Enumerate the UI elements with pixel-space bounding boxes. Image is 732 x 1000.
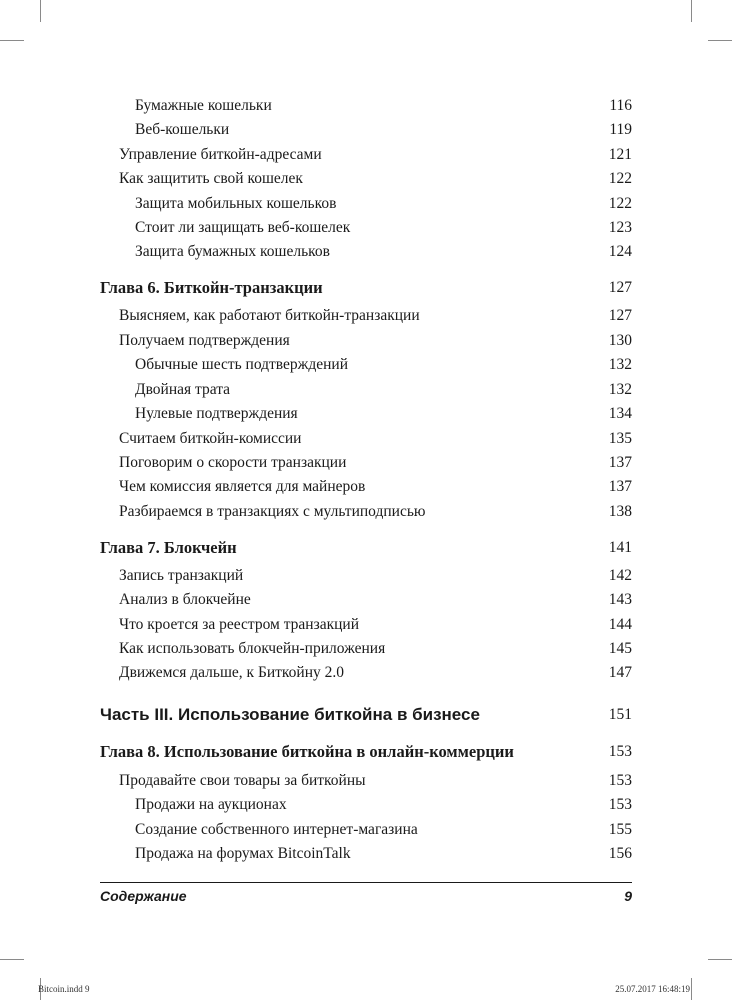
- running-footer-title: Содержание: [100, 888, 187, 904]
- toc-entry-page: 127: [608, 279, 632, 296]
- toc-entry-title: Продажа на форумах BitcoinTalk: [135, 845, 351, 862]
- toc-entry-title: Защита мобильных кошельков: [135, 195, 337, 212]
- toc-entry: [0, 331, 732, 351]
- toc-entry-title: Запись транзакций: [119, 567, 244, 584]
- crop-mark: [691, 978, 692, 1000]
- toc-entry-page: 135: [608, 430, 632, 447]
- toc-entry: [0, 502, 732, 522]
- toc-chapter-entry: [0, 538, 732, 558]
- toc-entry-page: 123: [608, 219, 632, 236]
- toc-entry-page: 138: [608, 503, 632, 520]
- toc-entry: [0, 615, 732, 635]
- toc-entry-page: 127: [608, 307, 632, 324]
- crop-mark: [0, 40, 24, 41]
- toc-entry-title: Чем комиссия является для майнеров: [119, 478, 366, 495]
- toc-entry-title: Управление биткойн-адресами: [119, 146, 322, 163]
- toc-entry: [0, 96, 732, 116]
- toc-entry-title: Глава 7. Блокчейн: [100, 538, 237, 557]
- toc-entry: [0, 242, 732, 262]
- toc-entry-page: 132: [608, 381, 632, 398]
- toc-entry-title: Считаем биткойн-комиссии: [119, 430, 302, 447]
- toc-entry-title: Веб-кошельки: [135, 121, 230, 138]
- toc-entry-page: 141: [608, 539, 632, 556]
- toc-entry-title: Создание собственного интернет-магазина: [135, 821, 418, 838]
- toc-entry-page: 122: [608, 170, 632, 187]
- toc-entry: [0, 795, 732, 815]
- toc-entry-page: 121: [608, 146, 632, 163]
- toc-entry-page: 124: [608, 243, 632, 260]
- toc-entry: [0, 169, 732, 189]
- toc-entry-title: Продавайте свои товары за биткойны: [119, 772, 366, 789]
- toc-entry-title: Защита бумажных кошельков: [135, 243, 330, 260]
- toc-entry: [0, 566, 732, 586]
- toc-entry-title: Разбираемся в транзакциях с мультиподписью: [119, 503, 426, 520]
- toc-entry: [0, 380, 732, 400]
- toc-entry: [0, 306, 732, 326]
- crop-mark: [691, 0, 692, 22]
- toc-entry-page: 153: [608, 796, 632, 813]
- toc-entry-title: Нулевые подтверждения: [135, 405, 298, 422]
- toc-entry-page: 137: [608, 478, 632, 495]
- toc-entry-page: 137: [608, 454, 632, 471]
- toc-entry-title: Анализ в блокчейне: [119, 591, 251, 608]
- toc-entry-page: 119: [609, 121, 632, 138]
- toc-entry: [0, 429, 732, 449]
- toc-entry-page: 145: [608, 640, 632, 657]
- crop-mark: [708, 959, 732, 960]
- toc-entry-title: Поговорим о скорости транзакции: [119, 454, 347, 471]
- toc-part-entry: [0, 705, 732, 725]
- toc-entry: [0, 820, 732, 840]
- toc-entry-title: Стоит ли защищать веб-кошелек: [135, 219, 351, 236]
- toc-entry: [0, 844, 732, 864]
- toc-entry-title: Часть III. Использование биткойна в бизнесе: [100, 705, 480, 724]
- toc-entry-page: 153: [608, 743, 632, 760]
- toc-entry: [0, 404, 732, 424]
- toc-entry: [0, 194, 732, 214]
- toc-entry-title: Выясняем, как работают биткойн-транзакции: [119, 307, 420, 324]
- toc-entry: [0, 120, 732, 140]
- toc-entry: [0, 218, 732, 238]
- toc-entry-page: 153: [608, 772, 632, 789]
- toc-entry-title: Бумажные кошельки: [135, 97, 272, 114]
- toc-entry-page: 130: [608, 332, 632, 349]
- toc-entry-title: Получаем подтверждения: [119, 332, 290, 349]
- toc-entry: [0, 771, 732, 791]
- crop-mark: [0, 959, 24, 960]
- toc-entry: [0, 663, 732, 683]
- toc-entry: [0, 453, 732, 473]
- toc-entry: [0, 145, 732, 165]
- toc-entry-page: 147: [608, 664, 632, 681]
- toc-chapter-entry: [0, 278, 732, 298]
- print-slug-file: Bitcoin.indd 9: [38, 984, 90, 994]
- toc-entry-title: Глава 8. Использование биткойна в онлайн-коммерции: [100, 742, 514, 761]
- toc-entry-title: Продажи на аукционах: [135, 796, 287, 813]
- toc-entry-page: 132: [608, 356, 632, 373]
- toc-entry-page: 116: [609, 97, 632, 114]
- toc-entry-title: Движемся дальше, к Биткойну 2.0: [119, 664, 344, 681]
- toc-entry-page: 122: [608, 195, 632, 212]
- toc-entry-title: Двойная трата: [135, 381, 231, 398]
- toc-entry-page: 155: [608, 821, 632, 838]
- toc-chapter-entry: [0, 742, 732, 762]
- toc-entry-page: 144: [608, 616, 632, 633]
- toc-entry: [0, 355, 732, 375]
- toc-entry-title: Как защитить свой кошелек: [119, 170, 303, 187]
- crop-mark: [708, 40, 732, 41]
- toc-entry-page: 142: [608, 567, 632, 584]
- toc-entry: [0, 639, 732, 659]
- toc-entry-page: 143: [608, 591, 632, 608]
- toc-entry-title: Глава 6. Биткойн-транзакции: [100, 278, 323, 297]
- toc-entry-page: 156: [608, 845, 632, 862]
- toc-entry-page: 151: [608, 706, 632, 723]
- crop-mark: [40, 0, 41, 22]
- toc-entry-title: Как использовать блокчейн-приложения: [119, 640, 386, 657]
- toc-entry-title: Что кроется за реестром транзакций: [119, 616, 360, 633]
- footer-rule: [100, 882, 632, 883]
- page-number: 9: [624, 888, 632, 904]
- toc-entry-title: Обычные шесть подтверждений: [135, 356, 349, 373]
- print-slug-timestamp: 25.07.2017 16:48:19: [615, 984, 690, 994]
- toc-entry-page: 134: [608, 405, 632, 422]
- toc-entry: [0, 477, 732, 497]
- toc-entry: [0, 590, 732, 610]
